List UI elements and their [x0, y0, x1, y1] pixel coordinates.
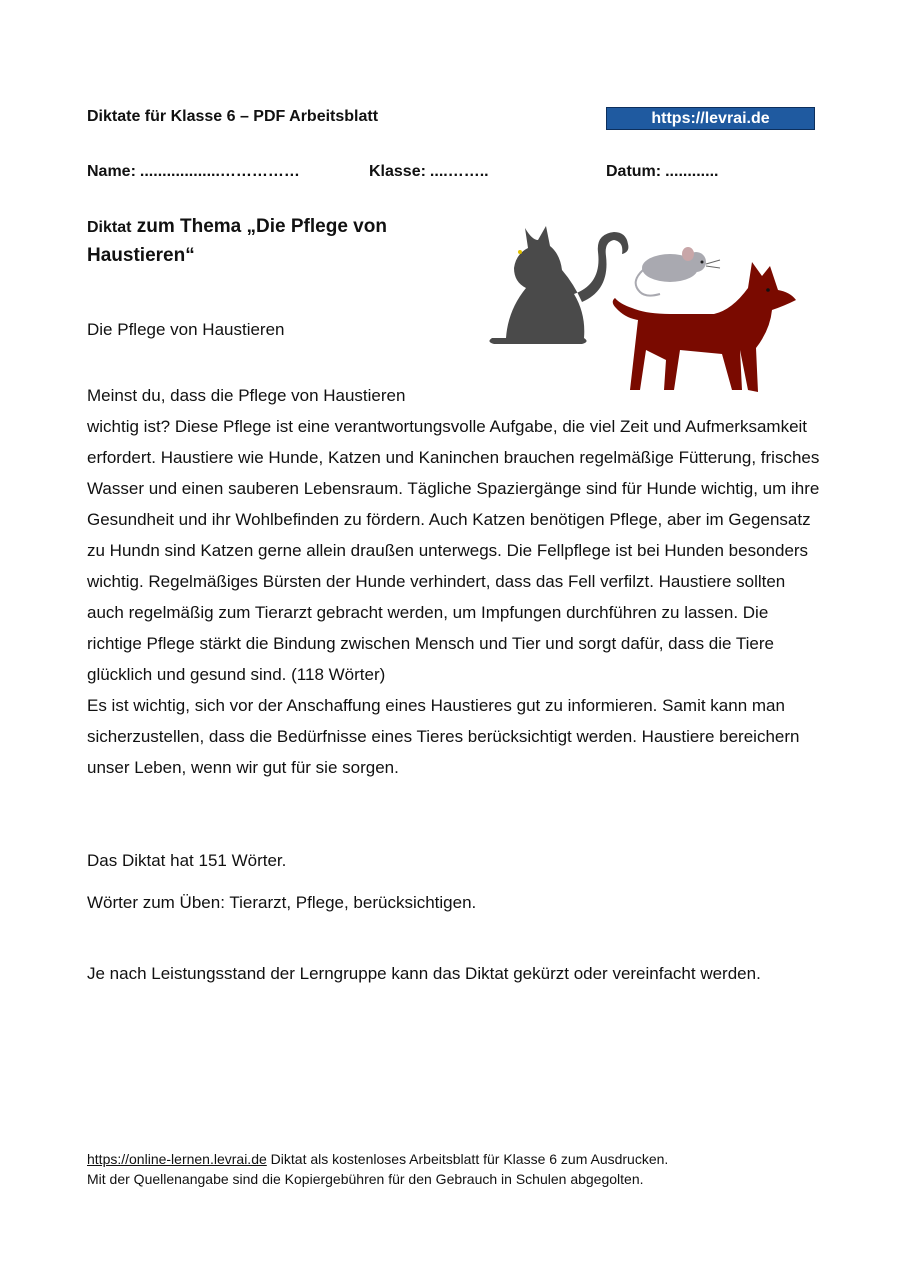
footer [87, 1149, 668, 1189]
footer-line2-text: Mit der Quellenangabe sind die Kopiergebühren für den Gebrauch in Schulen abgegolten. [87, 1171, 644, 1187]
title-prefix: Diktat [87, 219, 132, 236]
title-main: zum Thema „Die Pflege von Haustieren“ [87, 216, 387, 266]
subtitle: Die Pflege von Haustieren [87, 320, 285, 339]
page-title [87, 213, 457, 270]
worksheet-header-title: Diktate für Klasse 6 – PDF Arbeitsblatt [87, 108, 379, 125]
text-first-line: Meinst du, dass die Pflege von Haustieren [87, 386, 406, 405]
footer-link[interactable]: https://online-lernen.levrai.de [87, 1151, 267, 1167]
class-dots: ....…….. [429, 163, 489, 180]
practice-words: Wörter zum Üben: Tierarzt, Pflege, berücksichtigen. [87, 893, 477, 912]
dictation-text [87, 380, 822, 783]
name-dots: ..................…………… [139, 163, 300, 180]
text-paragraph-2: Es ist wichtig, sich vor der Anschaffung eines Haustieres gut zu informieren. Samit kann man sicherzustellen, dass die Bedürfnisse eines Tieres berücksichtigt werden. Haustiere bereichern unser Leben, wenn wir gut für sie sorgen. [87, 696, 800, 777]
site-url-badge[interactable]: https://levrai.de [606, 107, 815, 130]
class-label: Klasse: [369, 163, 426, 180]
date-label: Datum: [606, 163, 662, 180]
class-field [369, 163, 489, 181]
text-paragraph-1: wichtig ist? Diese Pflege ist eine verantwortungsvolle Aufgabe, die viel Zeit und Aufmerksamkeit erfordert. Haustiere wie Hunde, Katzen und Kaninchen brauchen regelmäßige Fütterung, frisches Wasser und einen sauberen Lebensraum. Tägliche Spaziergänge sind für Hunde wichtig, um ihre Gesundheit und ihr Wohlbefinden zu fördern. Auch Katzen benötigen Pflege, aber im Gegensatz zu Hundn sind Katzen gerne allein draußen unterwegs. Die Fellpflege ist bei Hunden besonders wichtig. Regelmäßiges Bürsten der Hunde verhindert, dass das Fell verfilzt. Haustiere sollten auch regelmäßig zum Tierarzt gebracht werden, um Impfungen durchführen zu lassen. Die richtige Pflege stärkt die Bindung zwischen Mensch und Tier und sorgt dafür, dass die Tiere glücklich und gesund sind. (118 Wörter) [87, 417, 820, 684]
footer-line1-text: Diktat als kostenloses Arbeitsblatt für Klasse 6 zum Ausdrucken. [266, 1151, 669, 1167]
name-label: Name: [87, 163, 136, 180]
teacher-note: Je nach Leistungsstand der Lerngruppe kann das Diktat gekürzt oder vereinfacht werden. [87, 964, 761, 983]
name-field [87, 163, 300, 181]
cat-icon [489, 226, 628, 344]
date-field [606, 163, 718, 181]
pets-illustration [470, 210, 810, 400]
mouse-icon [636, 247, 720, 296]
word-count: Das Diktat hat 151 Wörter. [87, 851, 287, 870]
date-dots: ............ [665, 163, 719, 180]
dog-icon [613, 262, 796, 392]
